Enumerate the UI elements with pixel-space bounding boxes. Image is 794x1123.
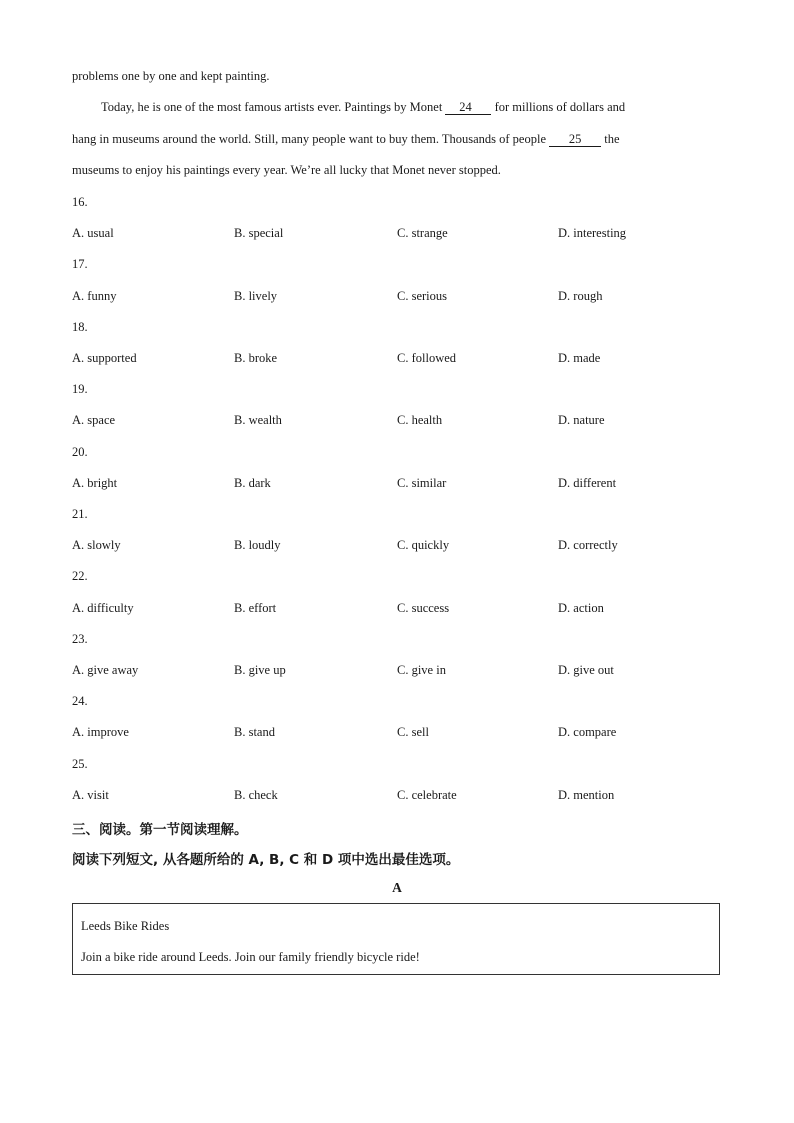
option-c: C. give in [397,663,446,677]
option-c: C. celebrate [397,788,457,802]
option-d: D. give out [558,663,614,677]
passage-line [72,133,620,147]
option-c: C. followed [397,351,457,365]
option-a: A. give away [72,663,139,677]
option-a: A. usual [72,226,114,240]
option-a: A. supported [72,351,137,365]
passage-text: Today, he is one of the most famous artists ever. Paintings by Monet [101,100,443,114]
option-a: A. funny [72,289,117,303]
option-c: C. success [397,601,450,615]
passage-line: problems one by one and kept painting. [72,69,270,83]
option-c: C. quickly [397,538,450,552]
option-b: B. effort [234,601,277,615]
option-a: A. visit [72,788,109,802]
passage-text: hang in museums around the world. Still, many people want to buy them. Thousands of people [72,132,547,146]
option-c: C. similar [397,476,447,490]
blank-25: 25 [549,133,601,147]
option-c: C. health [397,413,443,427]
option-d: D. interesting [558,226,627,240]
option-d: D. correctly [558,538,618,552]
option-c: C. strange [397,226,448,240]
notice-box [72,903,720,975]
option-a: A. improve [72,725,129,739]
option-d: D. compare [558,725,617,739]
option-c: C. serious [397,289,447,303]
option-c: C. sell [397,725,429,739]
passage-text: for millions of dollars and [494,100,626,114]
option-b: B. dark [234,476,271,490]
option-b: B. check [234,788,278,802]
option-d: D. action [558,601,604,615]
option-a: A. bright [72,476,118,490]
question-number: 21. [72,507,88,521]
question-number: 18. [72,320,88,334]
passage-line: museums to enjoy his paintings every year. We’re all lucky that Monet never stopped. [72,163,501,177]
option-b: B. give up [234,663,286,677]
question-number: 23. [72,632,88,646]
option-d: D. mention [558,788,615,802]
option-a: A. space [72,413,116,427]
option-d: D. made [558,351,601,365]
option-b: B. stand [234,725,275,739]
passage-line [101,101,625,115]
option-d: D. rough [558,289,603,303]
option-b: B. loudly [234,538,281,552]
option-a: A. slowly [72,538,121,552]
question-number: 17. [72,257,88,271]
option-b: B. special [234,226,284,240]
option-b: B. lively [234,289,278,303]
question-number: 19. [72,382,88,396]
question-number: 22. [72,569,88,583]
part-label: A [392,880,402,895]
notice-text: Join a bike ride around Leeds. Join our family friendly bicycle ride! [81,950,420,964]
question-number: 24. [72,694,88,708]
passage-text: the [604,132,620,146]
section-heading: 三、阅读。第一节阅读理解。 [72,822,248,838]
section-instruction: 阅读下列短文, 从各题所给的 A, B, C 和 D 项中选出最佳选项。 [72,852,460,868]
option-b: B. broke [234,351,278,365]
option-d: D. nature [558,413,605,427]
option-a: A. difficulty [72,601,134,615]
question-number: 16. [72,195,88,209]
question-number: 20. [72,445,88,459]
blank-24: 24 [445,101,491,115]
notice-title: Leeds Bike Rides [81,919,170,933]
option-d: D. different [558,476,617,490]
option-b: B. wealth [234,413,282,427]
question-number: 25. [72,757,88,771]
